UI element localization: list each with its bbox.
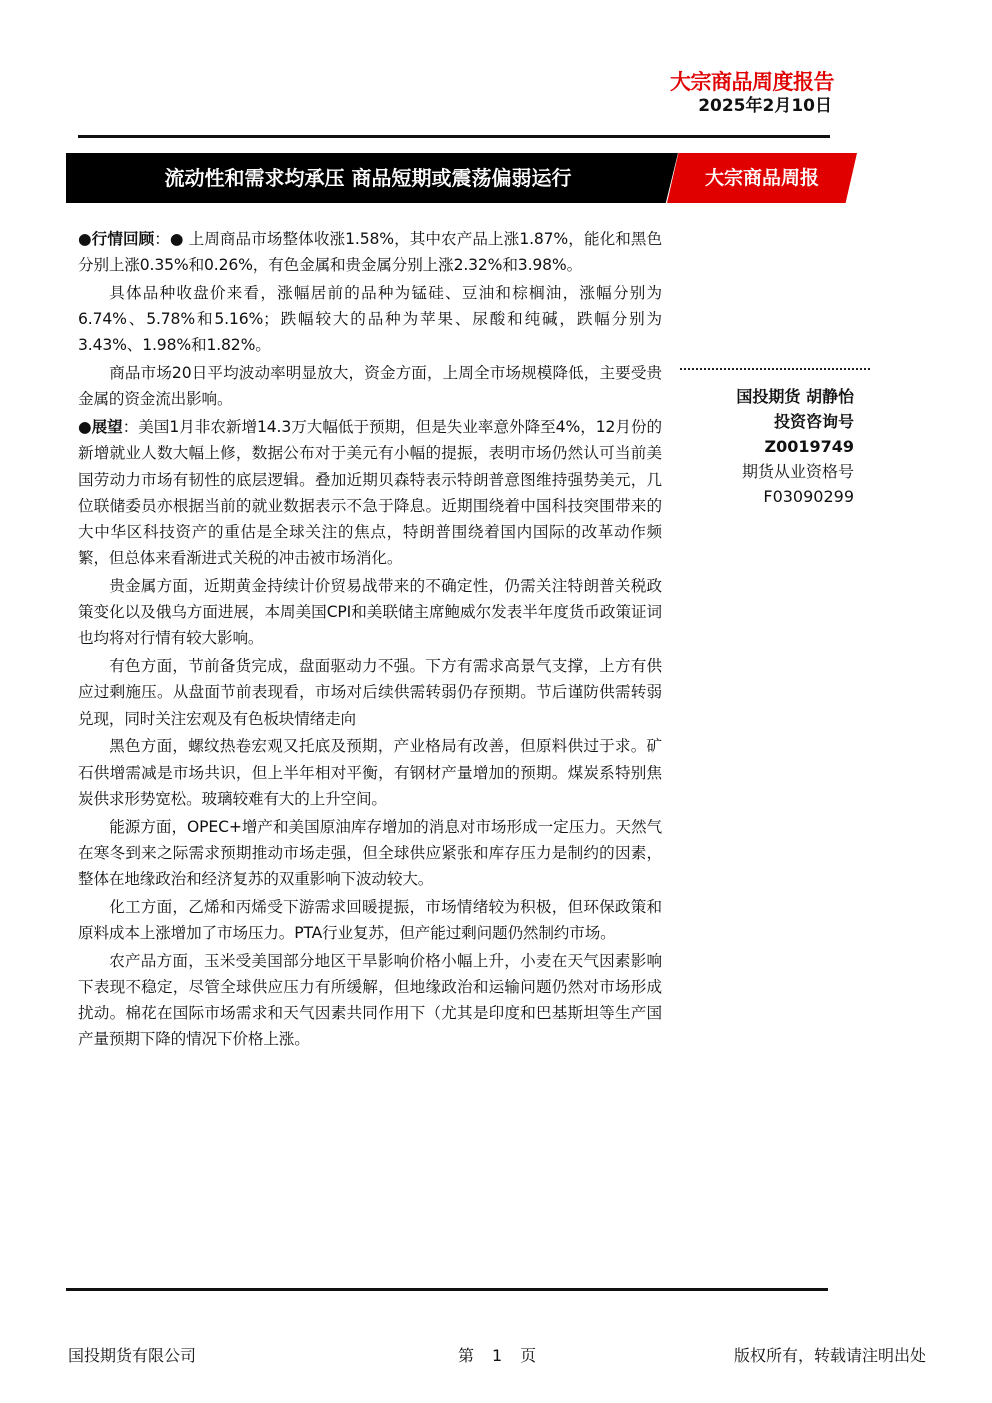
market-review-text: ：● 上周商品市场整体收涨1.58%，其中农产品上涨1.87%，能化和黑色分别上涨0.35%和0.26%，有色金属和贵金属分别上涨2.32%和3.98%。 [78, 230, 663, 275]
body-paragraph: 贵金属方面，近期黄金持续计价贸易战带来的不确定性，仍需关注特朗普关税政策变化以及俄乌方面进展，本周美国CPI和美联储主席鲍威尔发表半年度货币政策证词也均将对行情有较大影响。 [78, 577, 662, 648]
header-divider [78, 135, 830, 138]
advisory-number: Z0019749 [764, 437, 854, 456]
body-paragraph: 黑色方面，螺纹热卷宏观又托底及预期，产业格局有改善，但原料供过于求。矿石供增需减是市场共识，但上半年相对平衡，有钢材产量增加的预期。煤炭系特别焦炭供求形势宽松。玻璃较难有大的上升空间。 [78, 737, 662, 808]
license-label: 期货从业资格号 [741, 462, 854, 481]
body-paragraph: 有色方面，节前备货完成，盘面驱动力不强。下方有需求高景气支撑，上方有供应过剩施压。从盘面节前表现看，市场对后续供需转弱仍存预期。节后谨防供需转弱兑现，同时关注宏观及有色板块情绪走向 [78, 657, 662, 728]
advisory-label: 投资咨询号 [773, 412, 854, 431]
footer-company: 国投期货有限公司 [68, 1346, 197, 1365]
market-review-label: ●行情回顾 [78, 230, 155, 248]
report-title: 大宗商品周度报告 [670, 70, 834, 94]
sidebar-divider [680, 368, 870, 370]
body-paragraph: 具体品种收盘价来看，涨幅居前的品种为锰硅、豆油和棕榈油，涨幅分别为6.74%、5.78%和5.16%；跌幅较大的品种为苹果、尿酸和纯碱，跌幅分别为3.43%、1.98%和1.82%。 [78, 284, 662, 355]
outlook-paragraph [78, 414, 662, 571]
footer-page-number: 第 1 页 [458, 1346, 538, 1365]
body-paragraph: 农产品方面，玉米受美国部分地区干旱影响价格小幅上升，小麦在天气因素影响下表现不稳定，尽管全球供应压力有所缓解，但地缘政治和运输问题仍然对市场形成扰动。棉花在国际市场需求和天气因素共同作用下（尤其是印度和巴基斯坦等生产国产量预期下降的情况下价格上涨。 [78, 951, 662, 1049]
outlook-label: ●展望 [78, 418, 123, 437]
headline-text: 流动性和需求均承压 商品短期或震荡偏弱运行 [164, 166, 572, 190]
license-number: F03090299 [763, 487, 854, 506]
report-body [78, 226, 662, 1054]
category-text: 大宗商品周报 [704, 167, 819, 189]
analyst-info [634, 384, 854, 509]
body-paragraph: 化工方面，乙烯和丙烯受下游需求回暖提振，市场情绪较为积极，但环保政策和原料成本上涨增加了市场压力。PTA行业复苏，但产能过剩问题仍然制约市场。 [78, 897, 662, 943]
body-paragraph: 商品市场20日平均波动率明显放大，资金方面，上周全市场规模降低，主要受贵金属的资金流出影响。 [78, 364, 662, 409]
analyst-name: 国投期货 胡静怡 [736, 387, 854, 406]
body-paragraph: 能源方面，OPEC+增产和美国原油库存增加的消息对市场形成一定压力。天然气在寒冬到来之际需求预期推动市场走强，但全球供应紧张和库存压力是制约的因素，整体在地缘政治和经济复苏的双重影响下波动较大。 [78, 817, 662, 889]
footer-divider [66, 1288, 828, 1291]
outlook-text: ：美国1月非农新增14.3万大幅低于预期，但是失业率意外降至4%，12月份的新增就业人数大幅上修，数据公布对于美元有小幅的提振，表明市场仍然认可当前美国劳动力市场有韧性的底层逻辑。叠加近期贝森特表示特朗普意图维持强势美元，几位联储委员亦根据当前的就业数据表示不急于降息。近期围绕着中国科技突围带来的大中华区科技资产的重估是全球关注的焦点，特朗普围绕着国内国际的改革动作频繁，但总体来看渐进式关税的冲击被市场消化。 [78, 418, 662, 568]
market-review-paragraph [78, 226, 662, 278]
footer-copyright: 版权所有，转载请注明出处 [733, 1346, 926, 1365]
report-date: 2025年2月10日 [698, 96, 832, 116]
